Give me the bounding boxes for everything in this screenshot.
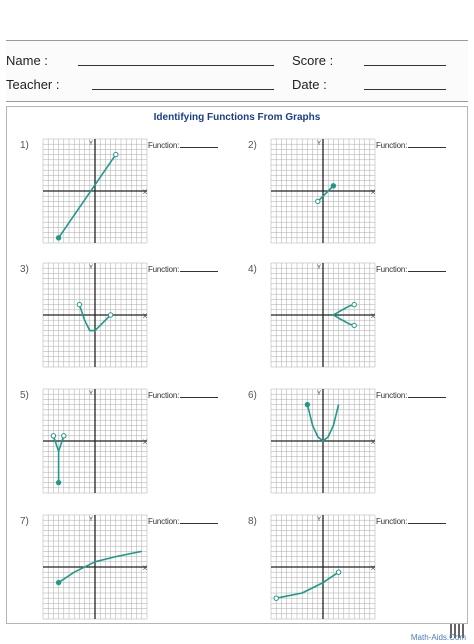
header-row-teacher bbox=[6, 73, 468, 97]
date-line[interactable] bbox=[364, 89, 446, 90]
open-endpoint bbox=[316, 199, 320, 203]
y-axis-label: Y bbox=[89, 141, 94, 147]
name-label: Name : bbox=[6, 53, 48, 68]
x-axis-label: X bbox=[143, 440, 148, 446]
x-axis-label: X bbox=[143, 314, 148, 320]
problem-2 bbox=[238, 136, 468, 261]
function-answer-field[interactable] bbox=[148, 141, 218, 150]
coordinate-grid bbox=[40, 386, 150, 496]
function-answer-field[interactable] bbox=[376, 517, 446, 526]
teacher-line[interactable] bbox=[92, 89, 274, 90]
problem-number: 5) bbox=[20, 390, 29, 401]
score-label: Score : bbox=[292, 53, 334, 68]
coordinate-grid bbox=[40, 260, 150, 370]
closed-endpoint bbox=[56, 236, 60, 240]
x-axis-label: X bbox=[143, 566, 148, 572]
problem-number: 2) bbox=[248, 140, 257, 151]
x-axis-label: X bbox=[371, 190, 376, 196]
open-endpoint bbox=[62, 434, 66, 438]
function-label: Function: bbox=[148, 517, 180, 526]
x-axis-label: X bbox=[371, 440, 376, 446]
problem-number: 3) bbox=[20, 264, 29, 275]
answer-line[interactable] bbox=[180, 271, 218, 272]
name-line[interactable] bbox=[78, 65, 274, 66]
y-axis-label: Y bbox=[317, 265, 322, 271]
y-axis-label: Y bbox=[317, 141, 322, 147]
problem-3 bbox=[10, 260, 240, 385]
function-label: Function: bbox=[148, 141, 180, 150]
coordinate-grid bbox=[268, 260, 378, 370]
function-curve bbox=[318, 186, 334, 202]
x-axis-label: X bbox=[143, 190, 148, 196]
answer-line[interactable] bbox=[180, 147, 218, 148]
closed-endpoint bbox=[56, 580, 60, 584]
function-answer-field[interactable] bbox=[376, 265, 446, 274]
answer-line[interactable] bbox=[408, 271, 446, 272]
header-row-name bbox=[6, 49, 468, 73]
problem-6 bbox=[238, 386, 468, 511]
y-axis-label: Y bbox=[317, 517, 322, 523]
problem-number: 6) bbox=[248, 390, 257, 401]
function-answer-field[interactable] bbox=[148, 517, 218, 526]
coordinate-grid bbox=[268, 386, 378, 496]
teacher-label: Teacher : bbox=[6, 77, 60, 92]
date-label: Date : bbox=[292, 77, 327, 92]
function-answer-field[interactable] bbox=[148, 391, 218, 400]
answer-line[interactable] bbox=[408, 523, 446, 524]
coordinate-grid bbox=[40, 512, 150, 622]
problem-number: 8) bbox=[248, 516, 257, 527]
y-axis-label: Y bbox=[89, 265, 94, 271]
function-answer-field[interactable] bbox=[148, 265, 218, 274]
open-endpoint bbox=[336, 570, 340, 574]
student-info-header bbox=[6, 40, 468, 102]
y-axis-label: Y bbox=[317, 391, 322, 397]
open-endpoint bbox=[274, 596, 278, 600]
answer-line[interactable] bbox=[180, 523, 218, 524]
x-axis-label: X bbox=[371, 314, 376, 320]
problem-5 bbox=[10, 386, 240, 511]
open-endpoint bbox=[108, 313, 112, 317]
problem-1 bbox=[10, 136, 240, 261]
answer-line[interactable] bbox=[408, 397, 446, 398]
problem-number: 4) bbox=[248, 264, 257, 275]
x-axis-label: X bbox=[371, 566, 376, 572]
coordinate-grid bbox=[40, 136, 150, 246]
problem-7 bbox=[10, 512, 240, 637]
problem-number: 1) bbox=[20, 140, 29, 151]
coordinate-grid bbox=[268, 136, 378, 246]
function-label: Function: bbox=[376, 391, 408, 400]
score-line[interactable] bbox=[364, 65, 446, 66]
problem-4 bbox=[238, 260, 468, 385]
open-endpoint bbox=[51, 434, 55, 438]
y-axis-label: Y bbox=[89, 517, 94, 523]
open-endpoint bbox=[352, 302, 356, 306]
problem-number: 7) bbox=[20, 516, 29, 527]
open-endpoint bbox=[352, 323, 356, 327]
closed-endpoint bbox=[331, 184, 335, 188]
problem-8 bbox=[238, 512, 468, 637]
y-axis-label: Y bbox=[89, 391, 94, 397]
open-endpoint bbox=[77, 302, 81, 306]
closed-endpoint bbox=[56, 480, 60, 484]
answer-line[interactable] bbox=[408, 147, 446, 148]
function-label: Function: bbox=[376, 265, 408, 274]
answer-line[interactable] bbox=[180, 397, 218, 398]
footer-brand: Math-Aids.Com bbox=[410, 633, 466, 642]
function-answer-field[interactable] bbox=[376, 141, 446, 150]
function-answer-field[interactable] bbox=[376, 391, 446, 400]
function-label: Function: bbox=[148, 391, 180, 400]
function-label: Function: bbox=[376, 517, 408, 526]
coordinate-grid bbox=[268, 512, 378, 622]
closed-endpoint bbox=[305, 402, 309, 406]
function-label: Function: bbox=[148, 265, 180, 274]
function-label: Function: bbox=[376, 141, 408, 150]
open-endpoint bbox=[114, 152, 118, 156]
worksheet-title: Identifying Functions From Graphs bbox=[153, 112, 321, 123]
